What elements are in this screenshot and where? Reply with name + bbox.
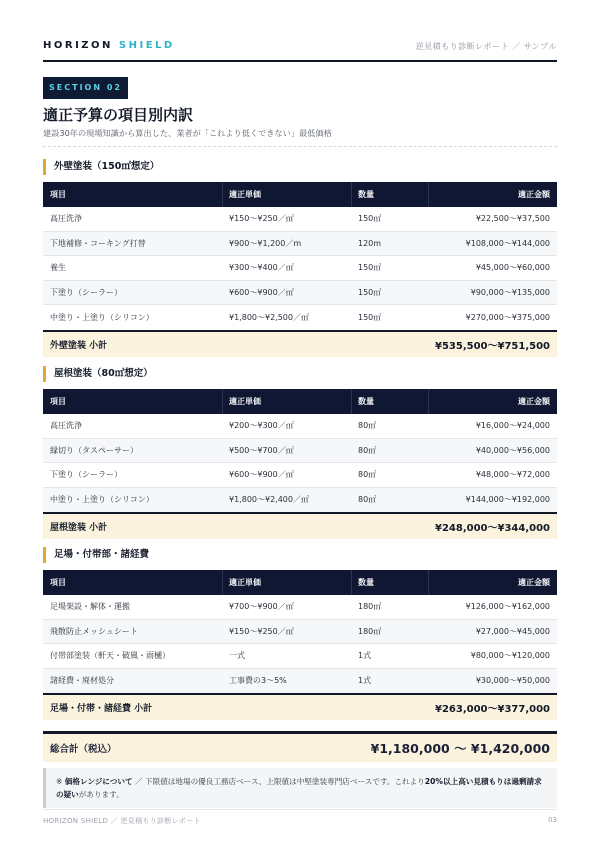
cell-item: 中塗り・上塗り（シリコン）: [50, 312, 154, 322]
group-title-exterior-wall: 外壁塗装（150㎡想定）: [43, 159, 159, 175]
cell-amount: ¥45,000〜¥60,000: [475, 263, 550, 273]
page-title: 適正予算の項目別内訳: [43, 106, 194, 124]
cell-item: 養生: [50, 263, 66, 273]
cell-quantity: 150㎡: [358, 287, 382, 297]
grand-total-label: 総合計（税込）: [50, 744, 117, 755]
cell-unit-price: ¥1,800〜¥2,400／㎡: [229, 495, 309, 505]
note-emphasis: 価格レンジについて: [64, 777, 133, 786]
table-scaffolding: [43, 570, 557, 720]
page-header: [43, 34, 557, 62]
cell-quantity: 180㎡: [358, 626, 382, 636]
brand-accent: SHIELD: [118, 40, 175, 51]
col-header-quantity: 数量: [358, 578, 374, 587]
section-tag: SECTION 02: [43, 77, 128, 99]
cell-quantity: 150㎡: [358, 312, 382, 322]
cell-amount: ¥48,000〜¥72,000: [475, 470, 550, 480]
cell-unit-price: ¥500〜¥700／㎡: [229, 445, 294, 455]
table-row: [43, 463, 557, 488]
note-text: ※: [56, 777, 65, 786]
subtotal-amount: ¥263,000〜¥377,000: [434, 704, 550, 715]
col-header-item: 項目: [50, 190, 66, 199]
cell-quantity: 120m: [358, 238, 382, 248]
cell-item: 下地補修・コーキング打替: [50, 238, 146, 248]
subtotal-label: 足場・付帯・諸経費 小計: [50, 704, 153, 714]
cell-item: 下塗り（シーラー）: [50, 470, 122, 480]
grand-total-row: [43, 731, 557, 762]
cell-amount: ¥80,000〜¥120,000: [470, 651, 550, 661]
table-row: [43, 305, 557, 330]
table-row: [43, 207, 557, 232]
grand-total-amount: ¥1,180,000 〜 ¥1,420,000: [370, 741, 550, 756]
table-row: [43, 595, 557, 620]
cell-quantity: 180㎡: [358, 602, 382, 612]
table-header: [43, 389, 557, 414]
cell-unit-price: ¥1,800〜¥2,500／㎡: [229, 312, 309, 322]
col-header-unit-price: 適正単価: [229, 578, 261, 587]
cell-amount: ¥108,000〜¥144,000: [465, 238, 550, 248]
brand-logo: [43, 40, 175, 51]
table-exterior-wall: [43, 182, 557, 357]
cell-amount: ¥27,000〜¥45,000: [475, 626, 550, 636]
group-title-roof: 屋根塗装（80㎡想定）: [43, 366, 153, 382]
cell-item: 諸経費・廃材処分: [50, 676, 114, 686]
page-footer: [43, 809, 557, 829]
table-row: [43, 488, 557, 513]
table-row: [43, 669, 557, 694]
cell-amount: ¥270,000〜¥375,000: [465, 312, 550, 322]
note-emphasis: 20%以上高い見積もりは過剰請求の疑い: [56, 777, 542, 800]
footer-label: HORIZON SHIELD ／ 逆見積もり診断レポート: [43, 817, 201, 825]
cell-amount: ¥22,500〜¥37,500: [475, 214, 550, 224]
subtotal-amount: ¥535,500〜¥751,500: [434, 340, 550, 352]
cell-amount: ¥40,000〜¥56,000: [475, 445, 550, 455]
subtotal-row: [43, 330, 557, 357]
table-row: [43, 439, 557, 464]
subtotal-row: [43, 693, 557, 720]
page-subtitle: 建設30年の現場知識から算出した、業者が「これより低くできない」最低価格: [43, 128, 332, 138]
cell-quantity: 80㎡: [358, 495, 377, 505]
cell-quantity: 80㎡: [358, 421, 377, 431]
cell-quantity: 150㎡: [358, 263, 382, 273]
table-row: [43, 256, 557, 281]
table-row: [43, 414, 557, 439]
cell-unit-price: ¥150〜¥250／㎡: [229, 214, 294, 224]
cell-quantity: 80㎡: [358, 445, 377, 455]
cell-item: 足場架設・解体・運搬: [50, 602, 130, 612]
col-header-unit-price: 適正単価: [229, 397, 261, 406]
col-header-unit-price: 適正単価: [229, 190, 261, 199]
table-row: [43, 644, 557, 669]
col-header-amount: 適正金額: [518, 190, 550, 199]
cell-unit-price: 工事費の3〜5%: [229, 676, 287, 686]
table-row: [43, 620, 557, 645]
table-header: [43, 570, 557, 595]
cell-unit-price: ¥700〜¥900／㎡: [229, 602, 294, 612]
brand-main: HORIZON: [43, 40, 113, 51]
cell-unit-price: ¥150〜¥250／㎡: [229, 626, 294, 636]
subtotal-label: 屋根塗装 小計: [50, 523, 108, 533]
note-text: ／ 下限値は地場の優良工務店ベース、上限値は中堅塗装専門店ベースです。これより: [132, 777, 425, 786]
col-header-amount: 適正金額: [518, 397, 550, 406]
cell-amount: ¥16,000〜¥24,000: [475, 421, 550, 431]
divider: [43, 146, 557, 147]
col-header-quantity: 数量: [358, 190, 374, 199]
table-row: [43, 232, 557, 257]
cell-amount: ¥144,000〜¥192,000: [465, 495, 550, 505]
cell-amount: ¥90,000〜¥135,000: [470, 287, 550, 297]
col-header-quantity: 数量: [358, 397, 374, 406]
col-header-amount: 適正金額: [518, 578, 550, 587]
subtotal-amount: ¥248,000〜¥344,000: [434, 523, 550, 534]
col-header-item: 項目: [50, 578, 66, 587]
cell-unit-price: ¥200〜¥300／㎡: [229, 421, 294, 431]
report-label: 逆見積もり診断レポート ／ サンプル: [415, 42, 557, 51]
cell-unit-price: ¥900〜¥1,200／m: [229, 238, 302, 248]
group-title-scaffolding: 足場・付帯部・諸経費: [43, 547, 149, 563]
cell-item: 縁切り（タスペーサー）: [50, 445, 138, 455]
subtotal-label: 外壁塗装 小計: [50, 340, 108, 351]
table-header: [43, 182, 557, 207]
cell-unit-price: ¥600〜¥900／㎡: [229, 287, 294, 297]
cell-item: 飛散防止メッシュシート: [50, 626, 138, 636]
cell-quantity: 1式: [358, 651, 372, 661]
page-number: 03: [548, 816, 557, 824]
table-row: [43, 281, 557, 306]
cell-item: 高圧洗浄: [50, 214, 82, 224]
cell-item: 高圧洗浄: [50, 421, 82, 431]
cell-quantity: 80㎡: [358, 470, 377, 480]
cell-item: 中塗り・上塗り（シリコン）: [50, 495, 154, 505]
subtotal-row: [43, 512, 557, 539]
note-text: があります。: [78, 790, 124, 800]
price-range-note: [43, 768, 557, 808]
cell-quantity: 1式: [358, 676, 372, 686]
cell-item: 下塗り（シーラー）: [50, 287, 122, 297]
cell-unit-price: 一式: [229, 651, 245, 661]
cell-amount: ¥30,000〜¥50,000: [475, 676, 550, 686]
table-roof: [43, 389, 557, 539]
cell-unit-price: ¥600〜¥900／㎡: [229, 470, 294, 480]
cell-unit-price: ¥300〜¥400／㎡: [229, 263, 294, 273]
col-header-item: 項目: [50, 397, 66, 406]
cell-quantity: 150㎡: [358, 214, 382, 224]
cell-item: 付帯部塗装（軒天・破風・雨樋）: [50, 651, 170, 661]
cell-amount: ¥126,000〜¥162,000: [465, 602, 550, 612]
